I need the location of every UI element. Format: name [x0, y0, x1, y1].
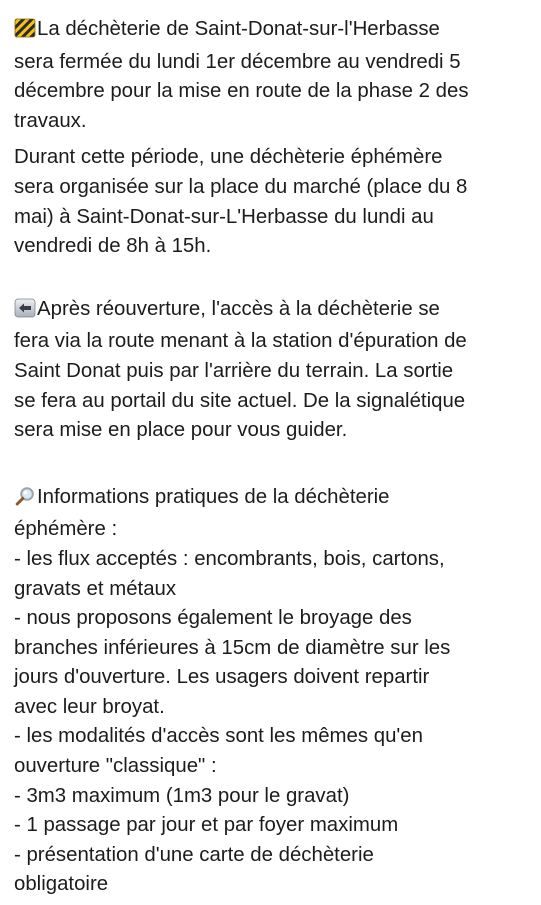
- text-line: mai) à Saint-Donat-sur-L'Herbasse du lundi au: [14, 205, 434, 228]
- text-line: ouverture "classique" :: [14, 755, 217, 778]
- back-arrow-icon: [14, 298, 36, 328]
- text-line: - 3m3 maximum (1m3 pour le gravat): [14, 784, 350, 807]
- text-line: obligatoire: [14, 873, 109, 896]
- text-line: [14, 15, 534, 48]
- construction-sign-icon: [14, 18, 36, 48]
- text-line: - les modalités d'accès sont les mêmes qu'en: [14, 725, 423, 748]
- text-line: se fera au portail du site actuel. De la signalétique: [14, 389, 466, 412]
- practical-info-paragraph: [14, 483, 534, 900]
- text-line: Saint Donat puis par l'arrière du terrain. La sortie: [14, 359, 454, 382]
- text-line: - nous proposons également le broyage des: [14, 607, 412, 630]
- text-line: sera mise en place pour vous guider.: [14, 419, 348, 442]
- text-line-content: Après réouverture, l'accès à la déchèterie se: [37, 297, 440, 320]
- text-line: éphémère :: [14, 518, 118, 541]
- text-line: Durant cette période, une déchèterie éphémère: [14, 146, 443, 169]
- text-line: - présentation d'une carte de déchèterie: [14, 843, 374, 866]
- post-body: [14, 15, 534, 900]
- text-line: jours d'ouverture. Les usagers doivent repartir: [14, 666, 430, 689]
- text-line: travaux.: [14, 109, 87, 132]
- reopening-access-paragraph: [14, 295, 534, 446]
- text-line-content: La déchèterie de Saint-Donat-sur-l'Herbasse: [37, 18, 440, 40]
- text-line: - les flux acceptés : encombrants, bois, cartons,: [14, 547, 445, 570]
- text-line: - 1 passage par jour et par foyer maximum: [14, 814, 399, 837]
- text-line: [14, 295, 534, 328]
- text-line: gravats et métaux: [14, 577, 177, 600]
- text-line: vendredi de 8h à 15h.: [14, 235, 212, 258]
- text-line: [14, 483, 534, 516]
- text-line: avec leur broyat.: [14, 695, 165, 718]
- temporary-site-paragraph: [14, 143, 534, 261]
- text-line: sera organisée sur la place du marché (place du 8: [14, 175, 468, 198]
- text-line: branches inférieures à 15cm de diamètre sur les: [14, 636, 451, 659]
- text-line: sera fermée du lundi 1er décembre au vendredi 5: [14, 50, 461, 73]
- text-line: fera via la route menant à la station d'épuration de: [14, 330, 467, 353]
- text-line-content: Informations pratiques de la déchèterie: [37, 485, 390, 508]
- magnifying-glass-icon: [14, 486, 36, 516]
- closure-announcement-paragraph: [14, 15, 534, 136]
- text-line: décembre pour la mise en route de la phase 2 des: [14, 80, 469, 103]
